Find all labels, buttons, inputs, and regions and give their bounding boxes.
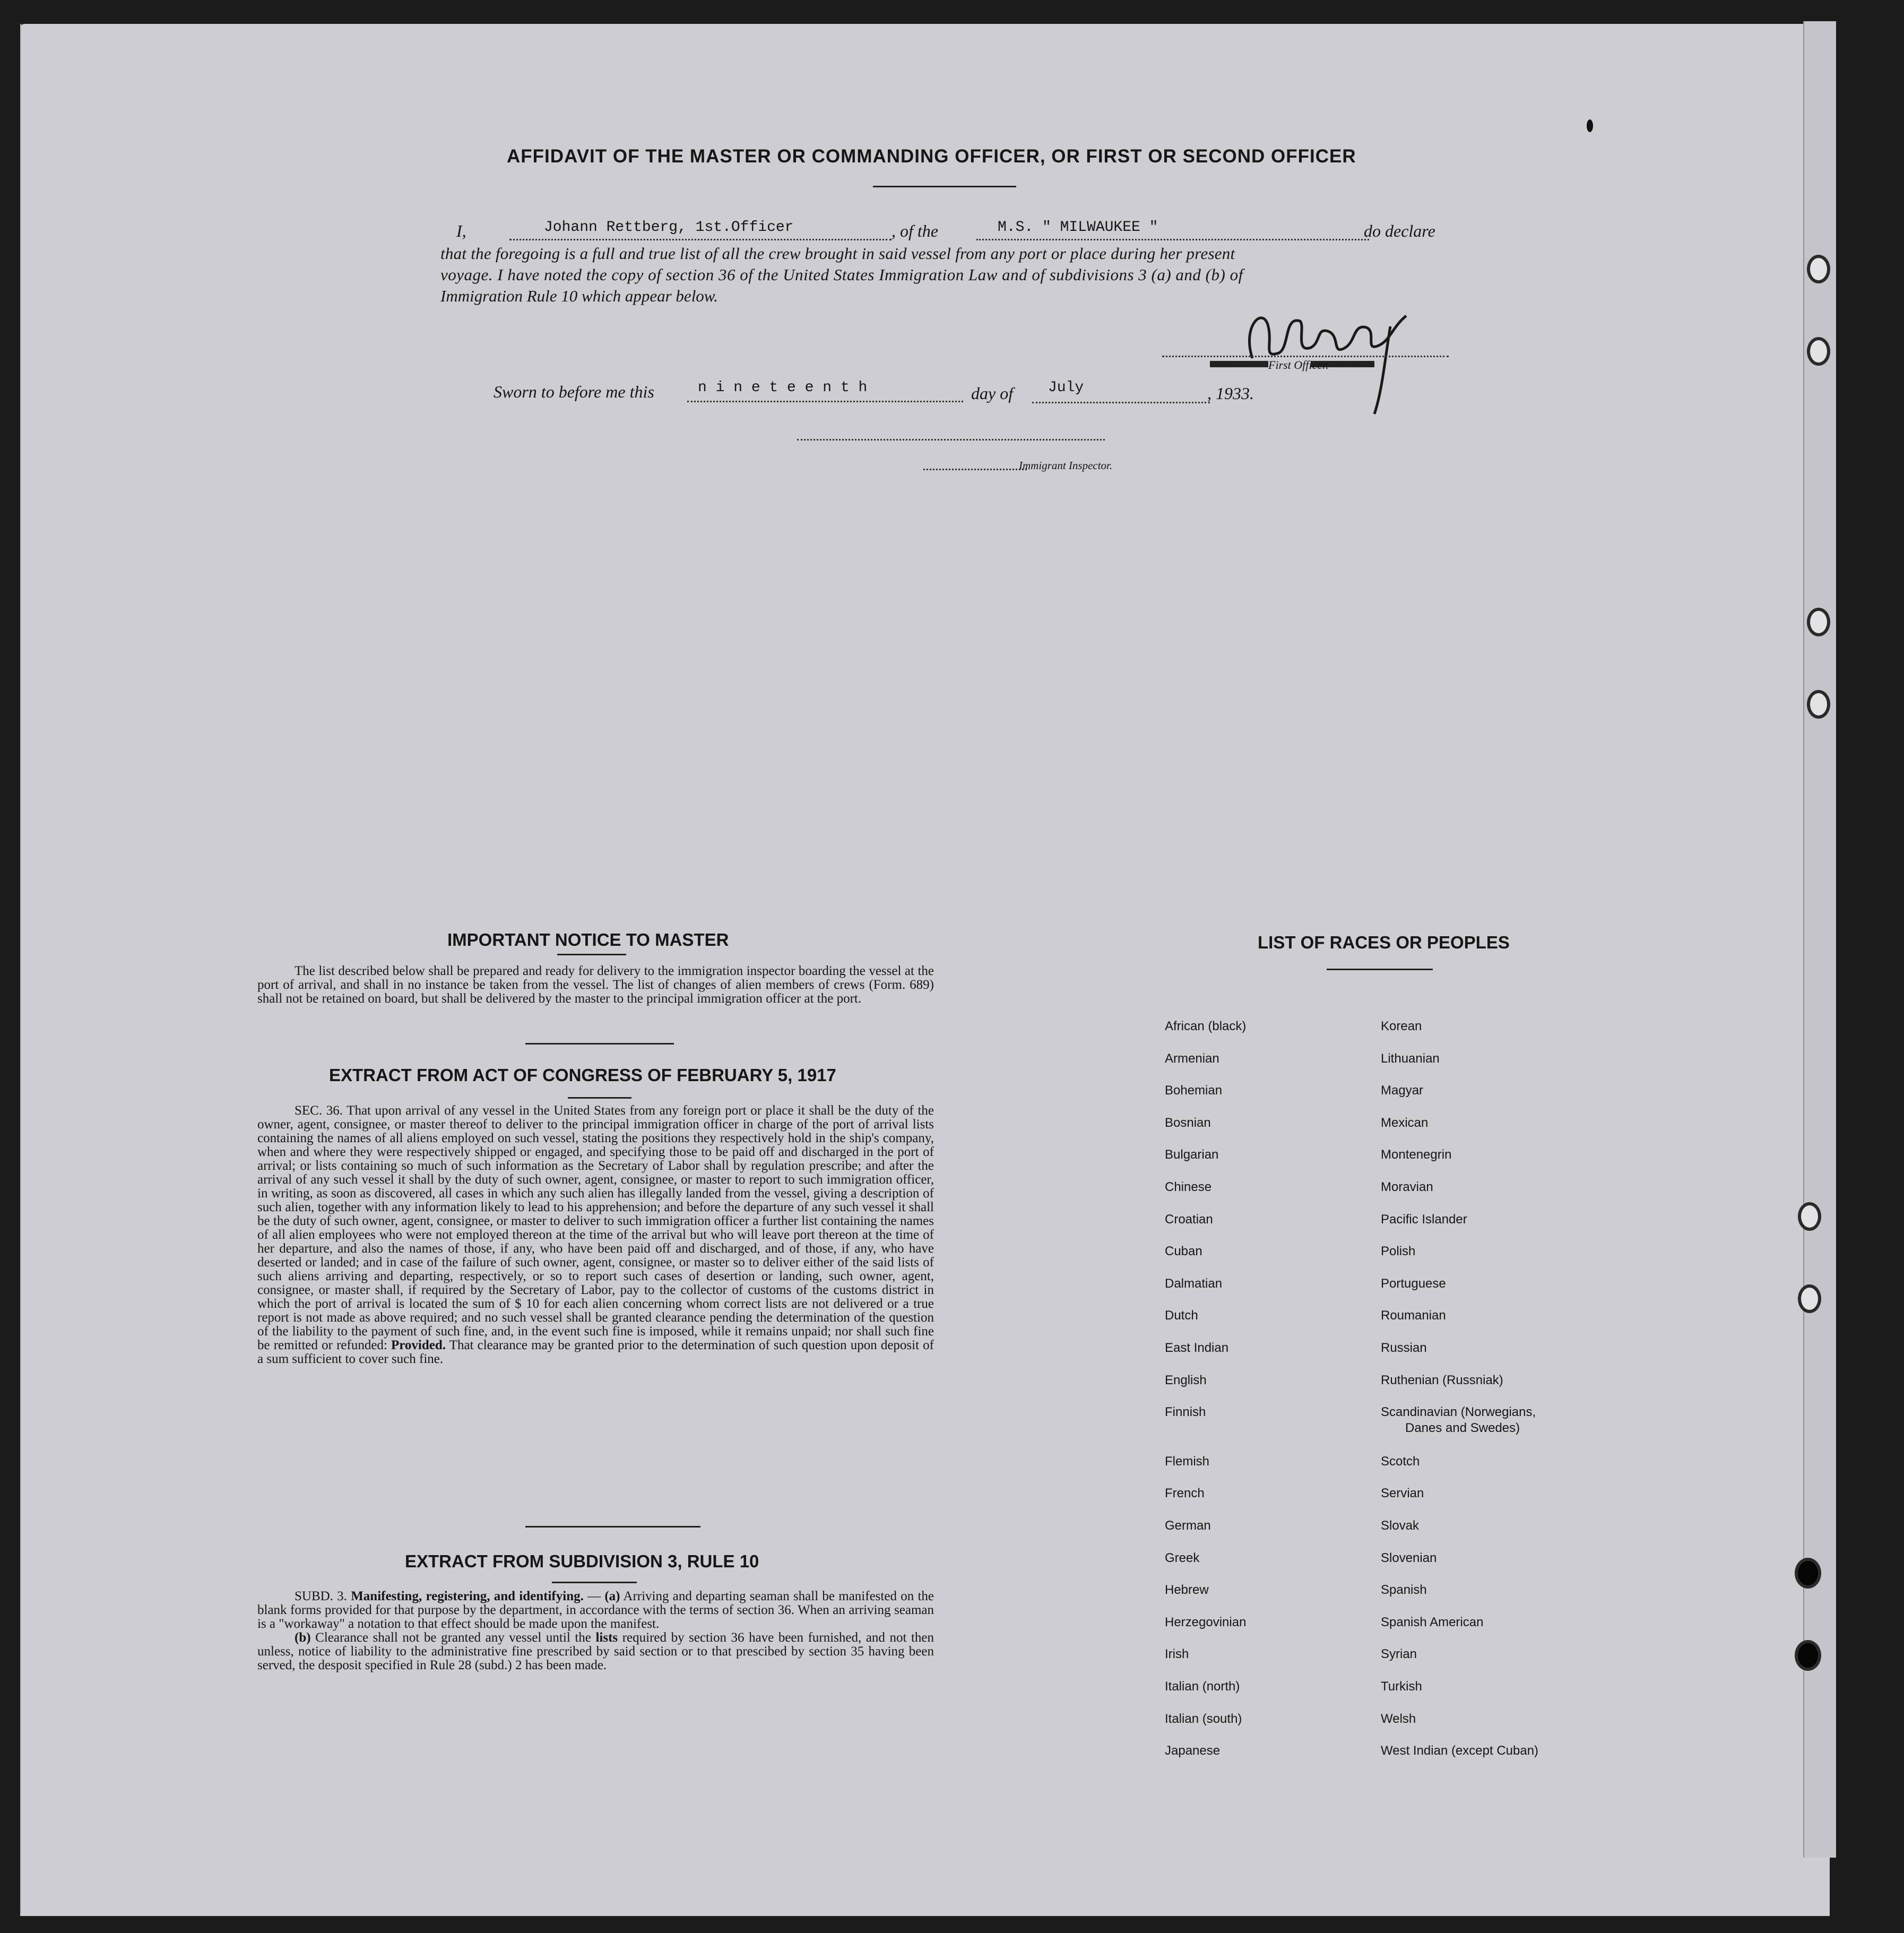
punch-hole-icon [1807, 337, 1830, 366]
races-rule [1327, 969, 1433, 970]
race-item: Mexican [1381, 1115, 1429, 1130]
race-item: Irish [1165, 1647, 1189, 1662]
signature-line [1162, 356, 1449, 357]
race-item: Armenian [1165, 1051, 1219, 1066]
affidavit-i: I, [456, 221, 466, 240]
race-item: Scandinavian (Norwegians, [1381, 1405, 1536, 1420]
race-item: Dutch [1165, 1308, 1198, 1323]
subdivision-text: SUBD. 3. Manifesting, registering, and identifying. — (a) Arriving and departing seaman shall be manifested on the blank forms provided for that purpose by the department, in accordance with the terms of section 36. When an arriving seaman is a "workaway" a notation to that effect should be made upon the manifest. (b) Clearance shall not be granted any vessel until the lists required by section 36 have been furnished, and not then unless, notice of liability to the administrative fine prescribed by said section or to that prescibed by section 35 having been served, the desposit specified in Rule 28 (subd.) 2 has been made. [257, 1589, 934, 1672]
race-item: Russian [1381, 1341, 1427, 1355]
race-item: Welsh [1381, 1711, 1416, 1726]
race-item: Finnish [1165, 1405, 1206, 1420]
officer-caption: First Officer. [1268, 358, 1329, 372]
races-heading: LIST OF RACES OR PEOPLES [1258, 933, 1510, 952]
subd-title: Manifesting, registering, and identifying. [351, 1589, 584, 1603]
race-item: English [1165, 1373, 1207, 1387]
race-item: Dalmatian [1165, 1276, 1223, 1291]
sworn-day: n i n e t e e n t h [698, 379, 868, 396]
race-item: Spanish [1381, 1583, 1427, 1598]
notice-end-rule [525, 1043, 674, 1045]
race-item: West Indian (except Cuban) [1381, 1744, 1539, 1758]
race-item: Bulgarian [1165, 1147, 1219, 1162]
race-item: Moravian [1381, 1180, 1433, 1194]
sworn-month: July [1048, 379, 1084, 396]
race-item: Croatian [1165, 1212, 1213, 1227]
race-item: Servian [1381, 1486, 1424, 1501]
notice-text: The list described below shall be prepared and ready for delivery to the immigration inspector boarding the vessel at the port of arrival, and shall in no instance be taken from the vessel. The list of changes of alien members of crews (Form. 689) shall not be retained on board, but shall be delivered by the master to the principal immigration officer at the port. [257, 964, 934, 1006]
race-item: Bohemian [1165, 1083, 1223, 1098]
act-provided: Provided. [391, 1338, 446, 1352]
notice-rule [557, 954, 626, 955]
race-item: Bosnian [1165, 1115, 1211, 1130]
act-rule [568, 1097, 631, 1099]
race-item: African (black) [1165, 1019, 1247, 1033]
race-item: French [1165, 1486, 1205, 1501]
race-item: Spanish American [1381, 1615, 1484, 1629]
race-item: Italian (north) [1165, 1679, 1240, 1694]
act-end-rule [525, 1526, 700, 1528]
race-item: East Indian [1165, 1341, 1229, 1355]
inspector-caption-line [923, 469, 1027, 470]
race-item: Polish [1381, 1244, 1416, 1259]
page-body [20, 24, 1825, 1913]
officer-signature [1231, 295, 1433, 422]
affidavit-line-4: Immigration Rule 10 which appear below. [440, 287, 718, 305]
race-item: Pacific Islander [1381, 1212, 1467, 1227]
vessel-line [976, 239, 1369, 240]
heading-rule [873, 186, 1016, 187]
day-of-label: day of [971, 384, 1014, 403]
punch-hole-icon [1807, 608, 1830, 636]
subd-a-label: (a) [604, 1589, 620, 1603]
affidavit-line-3: voyage. I have noted the copy of section 36 of the United States Immigration Law and of subdivisions 3 (a) and (b) of [440, 265, 1243, 284]
race-item: Turkish [1381, 1679, 1422, 1694]
act-text [257, 1104, 934, 1366]
month-line [1032, 402, 1210, 403]
race-item: Slovak [1381, 1518, 1420, 1533]
act-body: SEC. 36. That upon arrival of any vessel in the United States from any foreign port or place it shall be the duty of the owner, agent, consignee, or master thereof to deliver to the principal immigration officer in charge of the port of arrival lists containing the names of all aliens employed on such vessel, stating the positions they respectively hold in the ship's company, when and where they were respectively shipped or engaged, and specifying those to be paid off and discharged in the port of arrival; or lists containing so much of such information as the Secretary of Labor shall by regulation prescribe; and after the arrival of any such vessel it shall by the duty of such owner, agent, consignee, or master to report to such immigration officer, in writing, as soon as discovered, all cases in which any such alien has illegally landed from the vessel, giving a description of such alien, together with any information likely to lead to his apprehension; and before the departure of any such vessel it shall be the duty of such owner, agent, consignee, or master to deliver to such immigration officer a further list containing the names of all alien employees who were not employed thereon at the time of the arrival but who will leave port thereon at the time of her departure, and also the names of those, if any, who have been paid off and discharged, and of those, if any, who have deserted or landed; and in case of the failure of such owner, agent, consignee, or master so to deliver either of the said lists of such aliens arriving and departing, respectively, or so to report such cases of desertion or landing, such owner, agent, consignee, or master shall, if required by the Secretary of Labor, pay to the collector of customs of the customs district in which the port of arrival is located the sum of $ 10 for each alien concerning whom correct lists are not delivered or a true report is not made as above required; and no such vessel shall be granted clearance pending the determination of the question of the liability to the payment of such fine, and, in the event such fine is imposed, while it remains unpaid; nor shall such fine be remitted or refunded: [257, 1103, 934, 1352]
punch-hole-icon [1807, 255, 1830, 283]
act-body-end: That clearance may be granted prior to the determination of such question upon deposit of a sum sufficient to cover such fine. [257, 1338, 934, 1366]
race-item: Montenegrin [1381, 1147, 1452, 1162]
subd-label: SUBD. 3. [295, 1589, 347, 1603]
affidavit-heading: AFFIDAVIT OF THE MASTER OR COMMANDING OFFICER, OR FIRST OR SECOND OFFICER [507, 146, 1356, 167]
affidavit-line-2: that the foregoing is a full and true list of all the crew brought in said vessel from any port or place during her present [440, 244, 1235, 263]
do-declare-label: do declare [1364, 221, 1435, 240]
race-item: German [1165, 1518, 1211, 1533]
race-item: Japanese [1165, 1744, 1221, 1758]
act-heading: EXTRACT FROM ACT OF CONGRESS OF FEBRUARY 5, 1917 [329, 1065, 836, 1085]
race-item: Korean [1381, 1019, 1422, 1033]
document-page [20, 24, 1830, 1916]
punch-hole-filled-icon [1795, 1558, 1821, 1589]
race-item: Magyar [1381, 1083, 1424, 1098]
race-item: Ruthenian (Russniak) [1381, 1373, 1503, 1387]
race-item: Hebrew [1165, 1583, 1209, 1598]
of-the-label: , of the [892, 221, 938, 240]
subdivision-heading: EXTRACT FROM SUBDIVISION 3, RULE 10 [405, 1551, 759, 1571]
subd-b-text: Clearance shall not be granted any vessel until the [315, 1630, 591, 1645]
race-item: Italian (south) [1165, 1711, 1242, 1726]
struck-title [1210, 361, 1268, 367]
subd-a-text: Arriving and departing seaman shall be manifested on the blank forms provided for that purpose by the department, in accordance with the terms of section 36. When an arriving seaman is a "workaway" a notation to that effect should be made upon the manifest. [257, 1589, 934, 1631]
punch-hole-icon [1798, 1284, 1821, 1313]
race-item: Cuban [1165, 1244, 1202, 1259]
race-item: Syrian [1381, 1647, 1417, 1662]
race-item: Scotch [1381, 1454, 1420, 1469]
punch-hole-icon [1798, 1202, 1821, 1231]
race-item: Danes and Swedes) [1405, 1421, 1520, 1436]
subd-b-label: (b) [295, 1630, 311, 1645]
officer-name: Johann Rettberg, 1st.Officer [544, 219, 794, 236]
vessel-name: M.S. " MILWAUKEE " [998, 219, 1158, 236]
race-item: Chinese [1165, 1180, 1212, 1194]
punch-hole-icon [1807, 690, 1830, 719]
race-item: Roumanian [1381, 1308, 1446, 1323]
ink-mark-icon [1587, 119, 1593, 132]
race-item: Greek [1165, 1550, 1200, 1565]
sworn-year: , 1933. [1207, 384, 1254, 403]
race-item: Lithuanian [1381, 1051, 1440, 1066]
binding-strip [1803, 21, 1836, 1858]
subdivision-rule [552, 1582, 637, 1583]
subd-b-lists: lists [595, 1630, 618, 1645]
race-item: Herzegovinian [1165, 1615, 1247, 1629]
sworn-label: Sworn to before me this [494, 382, 654, 401]
inspector-signature-line [797, 439, 1105, 441]
race-item: Flemish [1165, 1454, 1210, 1469]
race-item: Slovenian [1381, 1550, 1437, 1565]
punch-hole-filled-icon [1795, 1640, 1821, 1671]
sworn-day-line [687, 401, 963, 402]
officer-name-line [509, 239, 892, 240]
inspector-caption: Immigrant Inspector. [1019, 459, 1113, 472]
subd-b-text-2: required by section 36 have been furnished, and not then unless, notice of liability to the administrative fine prescribed by said section or to that prescibed by section 35 having been served, the desposit specified in Rule 28 (subd.) 2 has been made. [257, 1630, 934, 1672]
notice-heading: IMPORTANT NOTICE TO MASTER [447, 930, 729, 950]
race-item: Portuguese [1381, 1276, 1446, 1291]
